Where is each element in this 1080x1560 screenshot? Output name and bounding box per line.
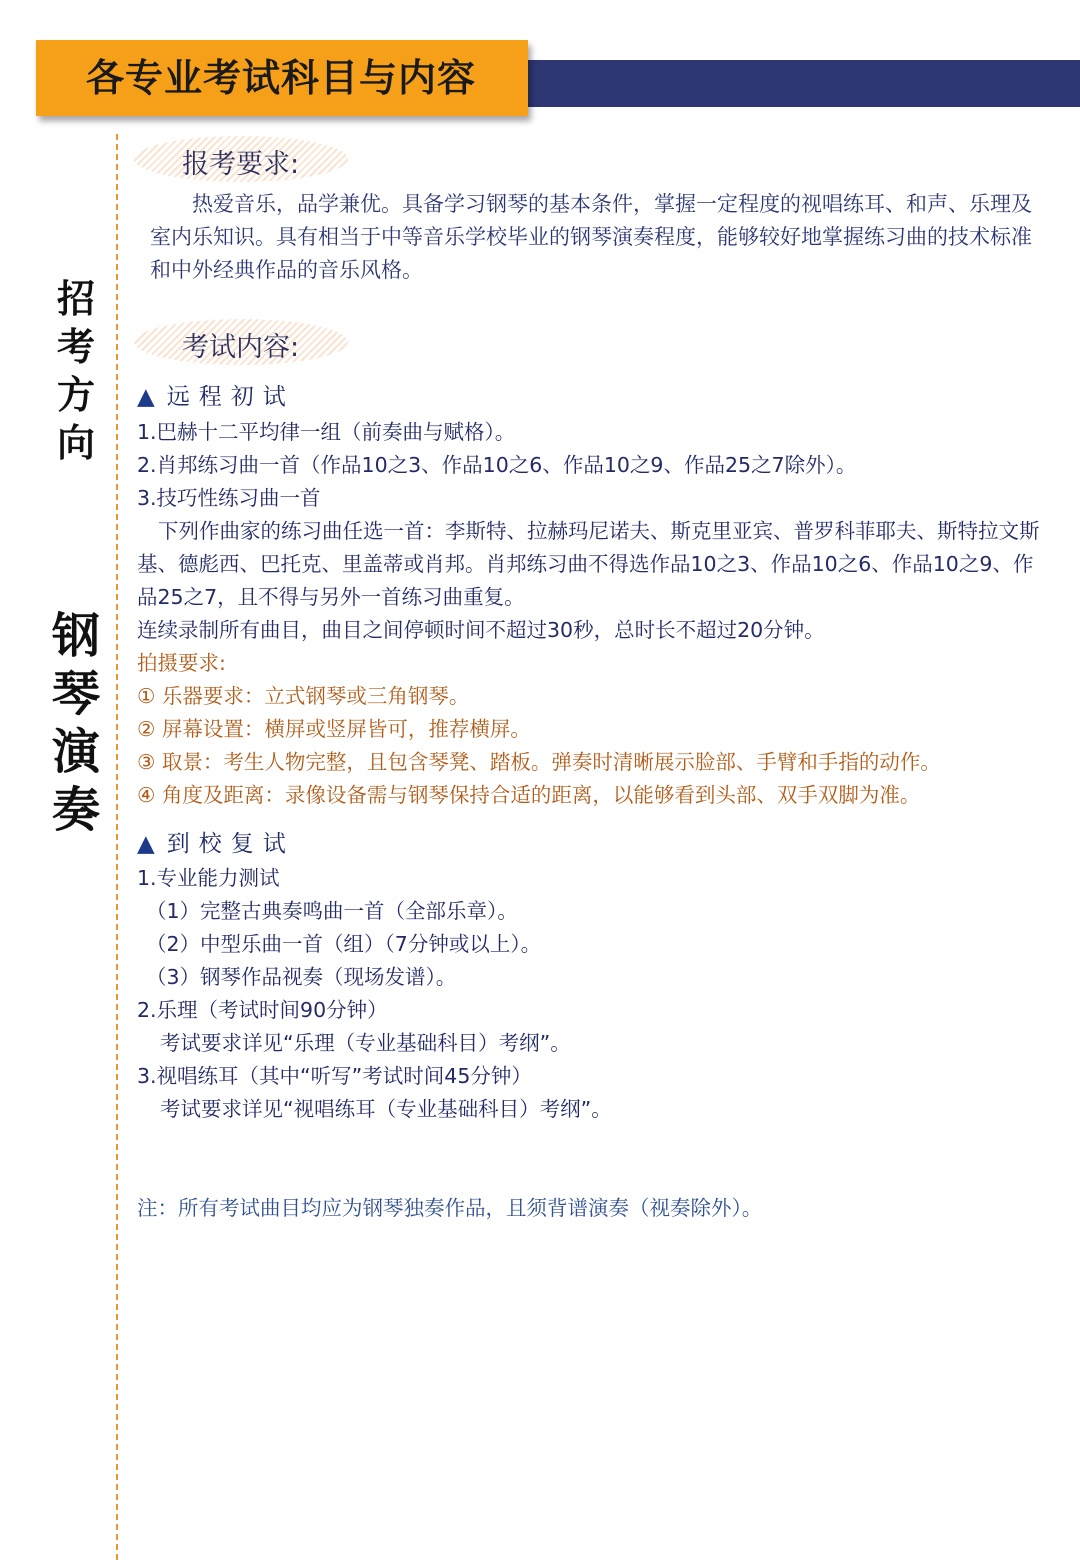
sidebar-char: 钢 <box>52 608 101 664</box>
header-band <box>522 60 1080 160</box>
list-item: 1.巴赫十二平均律一组（前奏曲与赋格）。 <box>137 420 516 444</box>
section-heading-text: 考试内容: <box>182 332 300 363</box>
sidebar-char: 琴 <box>52 666 101 722</box>
filming-item: ③ 取景：考生人物完整，且包含琴凳、踏板。弹奏时清晰展示脸部、手臂和手指的动作。 <box>137 750 941 774</box>
preliminary-heading <box>137 381 295 414</box>
section-heading-requirements <box>134 136 348 182</box>
etude-note: 下列作曲家的练习曲任选一首：李斯特、拉赫玛尼诺夫、斯克里亚宾、普罗科菲耶夫、斯特拉文斯基、德彪西、巴托克、里盖蒂或肖邦。肖邦练习曲不得选作品10之3、作品10之6、作品10之9、作品25之7，且不得与另外一首练习曲重复。 <box>137 519 1040 609</box>
triangle-icon: ▲ <box>137 384 155 410</box>
footnote: 注：所有考试曲目均应为钢琴独奏作品，且须背谱演奏（视奏除外）。 <box>137 1196 763 1220</box>
sidebar-char: 演 <box>52 724 101 780</box>
list-item: 1.专业能力测试 <box>137 866 280 890</box>
sidebar-major <box>52 608 101 844</box>
title-banner <box>36 40 528 116</box>
sidebar-char: 招 <box>56 277 95 321</box>
list-item: 2.肖邦练习曲一首（作品10之3、作品10之6、作品10之9、作品25之7除外）。 <box>137 453 857 477</box>
section-heading-text: 报考要求: <box>182 149 300 180</box>
page-title: 各专业考试科目与内容 <box>86 56 477 100</box>
item-detail: 考试要求详见“乐理（专业基础科目）考纲”。 <box>160 1031 571 1055</box>
section-heading-content <box>134 319 348 365</box>
filming-item: ④ 角度及距离：录像设备需与钢琴保持合适的距离，以能够看到头部、双手双脚为准。 <box>137 783 921 807</box>
list-item: 3.视唱练耳（其中“听写”考试时间45分钟） <box>137 1064 532 1088</box>
final-heading <box>137 828 295 861</box>
filming-item: ② 屏幕设置：横屏或竖屏皆可，推荐横屏。 <box>137 717 531 741</box>
list-item: 3.技巧性练习曲一首 <box>137 486 321 510</box>
preliminary-title: 远程初试 <box>166 384 295 410</box>
sub-item: （3）钢琴作品视奏（现场发谱）。 <box>146 965 457 989</box>
page-number: 12 <box>980 124 1018 160</box>
sidebar-category <box>52 277 100 472</box>
triangle-icon: ▲ <box>137 831 155 857</box>
filming-title: 拍摄要求: <box>137 651 226 675</box>
requirements-paragraph: 热爱音乐，品学兼优。具备学习钢琴的基本条件，掌握一定程度的视唱练耳、和声、乐理及室内乐知识。具有相当于中等音乐学校毕业的钢琴演奏程度，能够较好地掌握练习曲的技术标准和中外经典作品的音乐风格。 <box>150 192 1032 282</box>
sub-item: （1）完整古典奏鸣曲一首（全部乐章）。 <box>146 899 518 923</box>
sidebar-char: 奏 <box>52 782 101 838</box>
sidebar-char: 考 <box>56 325 95 369</box>
final-title: 到校复试 <box>166 831 295 857</box>
list-item: 2.乐理（考试时间90分钟） <box>137 998 388 1022</box>
recording-rule: 连续录制所有曲目，曲目之间停顿时间不超过30秒，总时长不超过20分钟。 <box>137 618 825 642</box>
dashed-divider <box>116 134 118 1560</box>
filming-item: ① 乐器要求：立式钢琴或三角钢琴。 <box>137 684 470 708</box>
sidebar-char: 方 <box>56 373 95 417</box>
sidebar-char: 向 <box>56 421 95 465</box>
item-detail: 考试要求详见“视唱练耳（专业基础科目）考纲”。 <box>160 1097 612 1121</box>
sub-item: （2）中型乐曲一首（组）（7分钟或以上）。 <box>146 932 542 956</box>
